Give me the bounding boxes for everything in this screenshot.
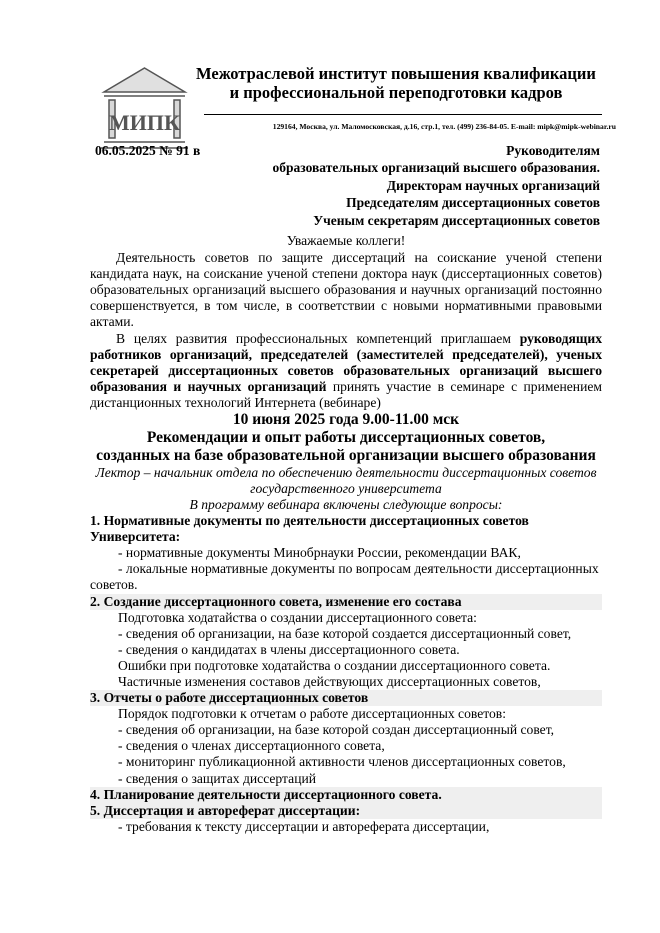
org-name-line2: и профессиональной переподготовки кадров (229, 83, 563, 102)
program-intro: В программу вебинара включены следующие вопросы: (189, 497, 503, 513)
section-3-item: - сведения о защитах диссертаций (118, 770, 317, 786)
org-address: 129164, Москва, ул. Маломосковская, д.16, стр.1, тел. (499) 236-84-05. E-mail: mipk@mipk-webinar.ru (272, 122, 616, 131)
addressees (230, 142, 600, 229)
section-2-item: - сведения о кандидатах в члены диссертационного совета. (118, 641, 460, 657)
section-2-item: - сведения об организации, на базе которой создается диссертационный совет, (118, 625, 572, 641)
invitation-start: В целях развития профессиональных компетенций приглашаем (116, 330, 520, 346)
section-3-line: Порядок подготовки к отчетам о работе диссертационных советов: (118, 706, 506, 722)
letter-reference: 06.05.2025 № 91 в (95, 143, 201, 158)
section-5-item: - требования к тексту диссертации и автореферата диссертации, (118, 818, 490, 834)
section-1-title: 1. Нормативные документы по деятельности диссертационных советов Университета: (90, 513, 529, 545)
webinar-date: 10 июня 2025 года 9.00-11.00 мск (232, 411, 460, 429)
invitation-paragraph (90, 331, 602, 411)
addressee-line: Председателям диссертационных советов (346, 195, 600, 211)
institute-logo (97, 64, 192, 154)
addressee-line: Ученым секретарям диссертационных советов (313, 212, 600, 228)
org-name-line1: Межотраслевой институт повышения квалификации (196, 64, 596, 83)
letter-body (90, 233, 602, 835)
section-2-line: Частичные изменения составов действующих диссертационных советов, (118, 673, 541, 689)
section-1-item: - нормативные документы Минобрнауки России, рекомендации ВАК, (118, 545, 521, 561)
section-3-item: - сведения о членах диссертационного совета, (118, 738, 385, 754)
header-divider (204, 114, 602, 115)
addressee-line: Руководителям (506, 143, 600, 158)
webinar-title-line2: созданных на базе образовательной организации высшего образования (96, 447, 596, 465)
section-3-item: - мониторинг публикационной активности членов диссертационных советов, (118, 754, 566, 770)
intro-paragraph: Деятельность советов по защите диссертаций на соискание ученой степени кандидата наук, на соискание ученой степени доктора наук (диссертационных советов) образовательных организаций высшего образования и научных организаций постоянно совершенствуется, в том числе, в соответствии с новыми нормативными правовыми актами. (90, 250, 602, 330)
section-2-line: Подготовка ходатайства о создании диссертационного совета: (118, 609, 477, 625)
addressee-line: Директорам научных организаций (386, 177, 600, 193)
section-2-line: Ошибки при подготовке ходатайства о создании диссертационного совета. (118, 657, 551, 673)
section-2-title: 2. Создание диссертационного совета, изменение его состава (90, 594, 602, 610)
webinar-title-line1: Рекомендации и опыт работы диссертационных советов, (146, 429, 546, 447)
addressee-line: образовательных организаций высшего образования. (272, 160, 600, 176)
section-3-title: 3. Отчеты о работе диссертационных советов (90, 690, 602, 706)
section-3-item: - сведения об организации, на базе которой создан диссертационный совет, (118, 722, 555, 738)
greeting: Уважаемые коллеги! (286, 233, 406, 248)
invitation-audience: руководящих работников организаций, председателей (заместителей председателей), ученых секретарей диссертационных советов образовательных организаций высшего образования и научных организаций (90, 330, 602, 394)
logo-text: МИПК (109, 110, 180, 135)
lector-info: Лектор – начальник отдела по обеспечению деятельности диссертационных советов государственного университета (95, 465, 597, 497)
invitation-end: принять участие в семинаре с применением дистанционных технологий Интернета (вебинаре) (90, 378, 602, 410)
section-1-item: - локальные нормативные документы по вопросам деятельности диссертационных советов. (90, 561, 599, 593)
section-4-title: 4. Планирование деятельности диссертационного совета. (90, 787, 602, 803)
section-5-title: 5. Диссертация и автореферат диссертации: (90, 803, 602, 819)
